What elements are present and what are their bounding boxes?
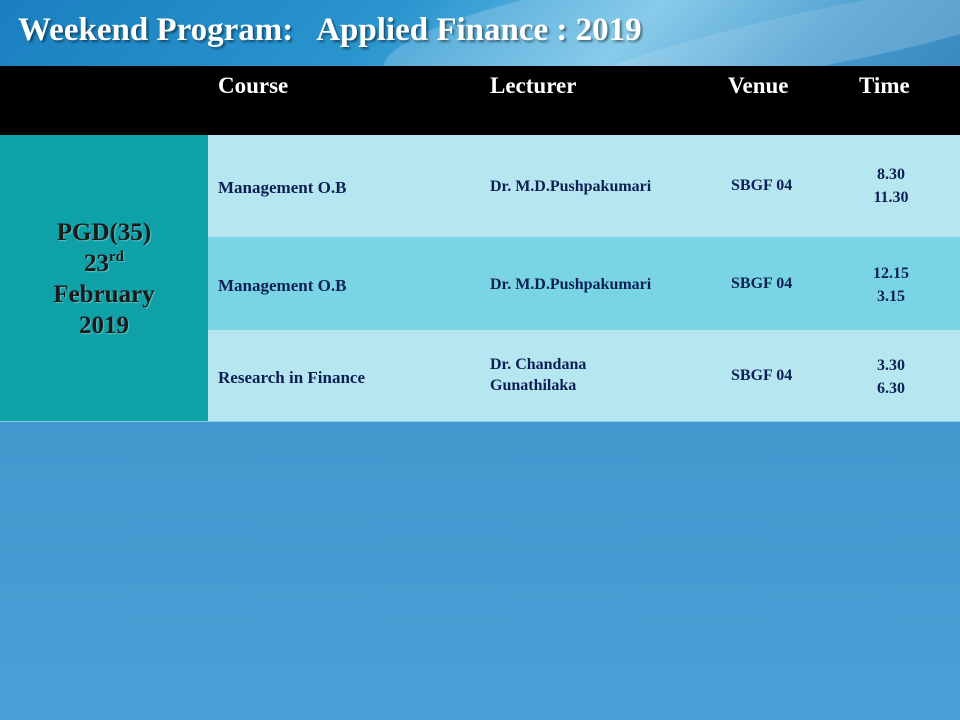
group-month: February [53,280,155,308]
row-lecturer-line1: Dr. Chandana [490,356,587,373]
table-header [0,66,960,135]
row-time-start: 12.15 [873,265,909,282]
table-row [208,135,960,237]
group-year: 2019 [79,311,129,339]
header-lecturer: Lecturer [490,73,577,98]
row-time-end: 11.30 [873,189,909,206]
group-day-suffix: rd [109,248,124,265]
row-time [848,262,934,308]
row-time-end: 6.30 [877,380,905,397]
row-lecturer-line2: Gunathilaka [490,377,577,394]
group-program: PGD(35) [56,218,152,246]
row-venue: SBGF 04 [731,177,793,194]
title-bar [0,0,960,66]
row-time-end: 3.15 [877,288,905,305]
header-course: Course [218,73,289,98]
schedule-table [0,66,960,422]
row-lecturer: Dr. M.D.Pushpakumari [490,178,652,195]
row-time-start: 8.30 [877,166,905,183]
header-time: Time [859,73,910,98]
header-venue: Venue [728,73,789,98]
row-venue: SBGF 04 [731,275,793,292]
row-time [848,163,934,209]
row-course: Research in Finance [218,368,366,387]
group-day-line [84,248,124,279]
slide-title: Weekend Program: Applied Finance : 2019 [18,12,642,48]
table-row [208,237,960,330]
row-time [848,354,934,400]
row-lecturer [490,354,586,396]
table-row [208,330,960,422]
row-time-start: 3.30 [877,357,905,374]
group-day: 23 [84,249,109,277]
row-course: Management O.B [218,276,347,295]
row-venue: SBGF 04 [731,367,793,384]
group-cell [0,135,208,422]
table-bottom-border [0,421,960,422]
row-lecturer: Dr. M.D.Pushpakumari [490,276,652,293]
row-course: Management O.B [218,178,347,197]
